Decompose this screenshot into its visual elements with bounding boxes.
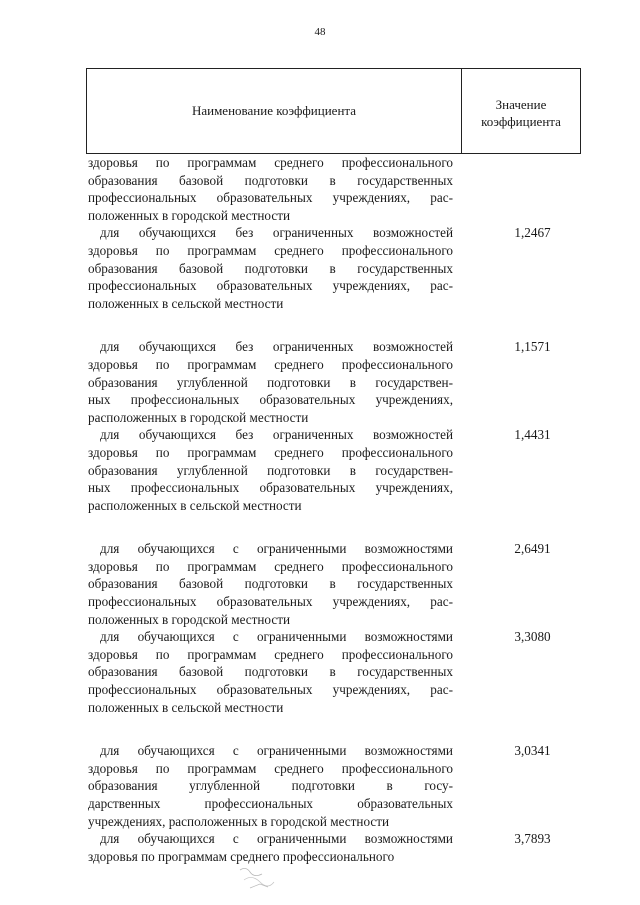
coefficient-name-line: образования углубленной подготовки в государствен- — [88, 374, 453, 390]
coefficient-name-line: положенных в сельской местности — [88, 699, 284, 715]
coefficient-name-line: для обучающихся с ограниченными возможностями — [100, 743, 453, 759]
coefficient-name — [88, 154, 453, 224]
table-row — [88, 540, 582, 628]
coefficient-name — [88, 426, 453, 514]
coefficient-value: 1,2467 — [514, 225, 551, 241]
table-row — [88, 426, 582, 514]
coefficient-name — [88, 338, 453, 426]
row-group-gap — [88, 514, 582, 540]
coefficient-name-line: здоровья по программам среднего профессионального — [88, 444, 453, 460]
coefficient-name-line: расположенных в сельской местности — [88, 497, 302, 513]
coefficient-name-line: для обучающихся без ограниченных возможностей — [100, 225, 453, 241]
coefficient-name-line: образования углубленной подготовки в государствен- — [88, 462, 453, 478]
coefficient-value: 2,6491 — [514, 541, 551, 557]
coefficient-name-line: для обучающихся с ограниченными возможностями — [100, 541, 453, 557]
row-group-gap — [88, 312, 582, 338]
faint-stamp-mark — [236, 864, 280, 892]
coefficient-name-line: здоровья по программам среднего профессионального — [88, 760, 453, 776]
coefficient-name-line: здоровья по программам среднего профессионального — [88, 242, 453, 258]
coefficient-name-line: профессиональных образовательных учреждениях, рас- — [88, 682, 453, 698]
coefficient-table-body — [88, 154, 582, 865]
table-row — [88, 154, 582, 224]
coefficient-name-line: профессиональных образовательных учреждениях, рас- — [88, 190, 453, 206]
coefficient-value: 1,4431 — [514, 427, 551, 443]
coefficient-name-line: расположенных в городской местности — [88, 409, 309, 425]
column-header-value — [462, 69, 580, 153]
coefficient-name — [88, 224, 453, 312]
coefficient-name-line: дарственных профессиональных образовательных — [88, 796, 453, 811]
coefficient-name-line: здоровья по программам среднего профессионального — [88, 848, 395, 864]
coefficient-name-line: положенных в сельской местности — [88, 295, 284, 311]
coefficient-name-line: учреждениях, расположенных в городской местности — [88, 813, 390, 829]
table-row — [88, 628, 582, 716]
coefficient-name-line: образования базовой подготовки в государственных — [88, 664, 453, 680]
coefficient-value: 3,7893 — [514, 831, 551, 847]
coefficient-name — [88, 628, 453, 716]
coefficient-name-line: здоровья по программам среднего профессионального — [88, 558, 453, 574]
coefficient-value: 3,0341 — [514, 743, 551, 759]
column-header-value-line2: коэффициента — [481, 114, 561, 129]
coefficient-name-line: ных профессиональных образовательных учреждениях, — [88, 392, 453, 408]
coefficient-name-line: для обучающихся без ограниченных возможностей — [100, 427, 453, 443]
coefficient-name — [88, 830, 453, 865]
coefficient-name-line: образования углубленной подготовки в госу- — [88, 778, 453, 794]
coefficient-value: 1,1571 — [514, 339, 551, 355]
table-header — [86, 68, 581, 154]
coefficient-name-line: для обучающихся с ограниченными возможностями — [100, 629, 453, 645]
table-row — [88, 338, 582, 426]
coefficient-name-line: профессиональных образовательных учреждениях, рас- — [88, 278, 453, 294]
coefficient-value: 3,3080 — [514, 629, 551, 645]
coefficient-name-line: образования базовой подготовки в государственных — [88, 172, 453, 188]
table-row — [88, 742, 582, 830]
table-row — [88, 224, 582, 312]
coefficient-name-line: для обучающихся без ограниченных возможностей — [100, 339, 453, 355]
page-number: 48 — [314, 26, 326, 38]
coefficient-name-line: образования базовой подготовки в государственных — [88, 576, 453, 592]
table-row — [88, 830, 582, 865]
coefficient-name-line: профессиональных образовательных учреждениях, рас- — [88, 594, 453, 610]
column-header-name: Наименование коэффициента — [87, 69, 462, 153]
coefficient-name-line: положенных в городской местности — [88, 611, 291, 627]
row-group-gap — [88, 716, 582, 742]
column-header-value-line1: Значение — [495, 97, 547, 112]
coefficient-name-line: для обучающихся с ограниченными возможностями — [100, 831, 453, 847]
coefficient-name-line: ных профессиональных образовательных учреждениях, — [88, 480, 453, 496]
coefficient-name-line: положенных в городской местности — [88, 207, 291, 223]
coefficient-name — [88, 540, 453, 628]
coefficient-name — [88, 742, 453, 830]
coefficient-name-line: здоровья по программам среднего профессионального — [88, 356, 453, 372]
coefficient-name-line: здоровья по программам среднего профессионального — [88, 155, 453, 170]
coefficient-name-line: образования базовой подготовки в государственных — [88, 260, 453, 276]
coefficient-name-line: здоровья по программам среднего профессионального — [88, 646, 453, 662]
